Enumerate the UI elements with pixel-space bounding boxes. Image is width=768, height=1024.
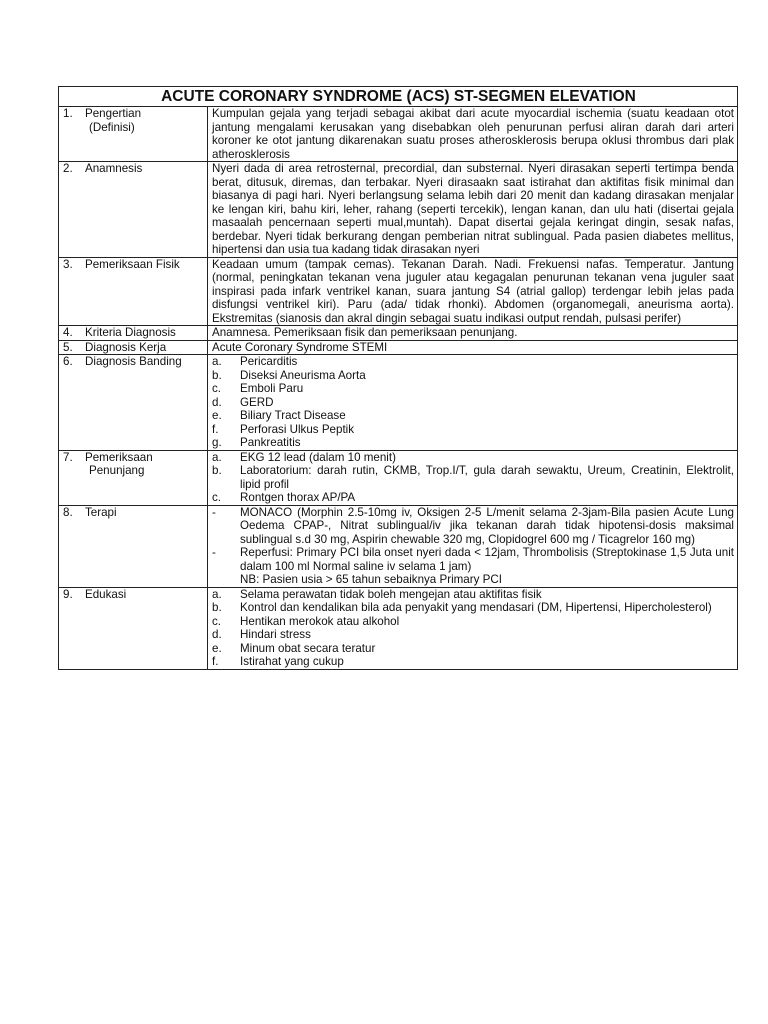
list-item	[212, 546, 734, 573]
list-item-text: Hindari stress	[240, 628, 311, 641]
row-label	[63, 107, 204, 134]
row-content-cell	[208, 326, 738, 341]
list-item-text: Laboratorium: darah rutin, CKMB, Trop.I/T, gula darah sewaktu, Ureum, Creatinin, Elektrolit, lipid profil	[240, 464, 734, 491]
row-content-cell	[208, 162, 738, 258]
list-marker: c.	[212, 382, 222, 395]
row-content-cell	[208, 587, 738, 669]
row-number: 9.	[63, 587, 73, 601]
row-content-text: Kumpulan gejala yang terjadi sebagai akibat dari acute myocardial ischemia (suatu keadaan otot jantung mengalami kerusakan yang disebabkan oleh penurunan perfusi aliran darah dari arteri koroner ke otot jantung dikarenakan suatu proses atherosklerosis berupa oklusi thrombus dari plak atherosklerosis	[212, 107, 734, 161]
row-content-text: Keadaan umum (tampak cemas). Tekanan Darah. Nadi. Frekuensi nafas. Temperatur. Jantung (normal, peningkatan tekanan vena juguler atau kegagalan penurunan tekanan vena juguler saat inspirasi pada infark ventrikel kanan, suara jantung S4 (atrial gallop) terdengar lebih jelas pada disfungsi ventrikel kiri). Paru (ada/ tidak rhonki). Abdomen (organomegali, aneurisma aorta). Ekstremitas (sianosis dan akral dingin sebagai suatu indikasi output rendah, pulsasi perifer)	[212, 257, 734, 325]
list-marker: -	[212, 505, 216, 519]
list-marker: a.	[212, 355, 222, 368]
list-item-text: GERD	[240, 395, 274, 409]
row-label-text	[85, 258, 204, 272]
row-list	[212, 451, 734, 505]
table-row	[59, 355, 738, 451]
list-marker: c.	[212, 614, 222, 628]
label-line: Edukasi	[85, 587, 127, 601]
list-marker: b.	[212, 464, 222, 477]
list-item-text: Perforasi Ulkus Peptik	[240, 422, 355, 436]
row-label	[63, 506, 204, 520]
list-item	[212, 369, 734, 383]
row-label-cell	[59, 107, 208, 162]
label-line: Terapi	[85, 505, 117, 519]
acs-stemi-table	[58, 86, 738, 670]
row-content-cell	[208, 340, 738, 355]
list-item	[212, 491, 734, 505]
list-item	[212, 382, 734, 396]
label-line: Pemeriksaan	[85, 450, 153, 464]
list-item-text: Istirahat yang cukup	[240, 655, 344, 668]
row-label-text	[85, 107, 204, 134]
list-marker: f.	[212, 422, 219, 436]
list-marker: e.	[212, 409, 222, 422]
row-label-text	[85, 355, 204, 369]
label-line: Kriteria Diagnosis	[85, 326, 176, 339]
row-list	[212, 588, 734, 669]
list-item	[212, 355, 734, 369]
row-content-text: Nyeri dada di area retrosternal, precordial, dan substernal. Nyeri dirasakan seperti tertimpa benda berat, ditusuk, diremas, dan terbakar. Nyeri dirasaakn saat istirahat dan aktifitas fisik minimal dan biasanya di pagi hari. Nyeri berlangsung selama lebih dari 20 menit dan kadang dirasakan menjalar ke lengan kiri, bahu kiri, leher, rahang (seperti tercekik), lengan kanan, dan ulu hati (disertai gejala masaalah pencernaan seperti mual,muntah). Dapat disertai gejala keringat dingin, sesak nafas, berdebar. Nyeri tidak berkurang dengan pemberian nitrat sublingual. Pada pasien diabetes mellitus, hipertensi dan usia tua kadang tidak dirasakan nyeri	[212, 162, 734, 256]
list-marker: c.	[212, 491, 222, 504]
list-item	[212, 628, 734, 642]
list-item-text: Minum obat secara teratur	[240, 641, 376, 655]
row-content-text: Acute Coronary Syndrome STEMI	[212, 340, 388, 354]
document-title: ACUTE CORONARY SYNDROME (ACS) ST-SEGMEN ELEVATION	[59, 87, 738, 107]
row-number: 3.	[63, 257, 73, 271]
label-line: Diagnosis Kerja	[85, 340, 167, 354]
row-label-text	[85, 326, 204, 340]
row-label	[63, 341, 204, 355]
list-item	[212, 423, 734, 437]
list-marker: d.	[212, 395, 222, 409]
list-item-text: NB: Pasien usia > 65 tahun sebaiknya Primary PCI	[240, 573, 502, 586]
list-item	[212, 601, 734, 615]
row-list	[212, 355, 734, 450]
list-marker: d.	[212, 628, 222, 641]
list-item	[212, 396, 734, 410]
row-content-cell	[208, 107, 738, 162]
label-line: Diagnosis Banding	[85, 355, 182, 368]
row-label	[63, 355, 204, 369]
table-row	[59, 505, 738, 587]
list-item	[212, 506, 734, 547]
row-content-cell	[208, 450, 738, 505]
row-label	[63, 588, 204, 602]
label-line: Pengertian	[85, 107, 142, 120]
row-label-text	[85, 162, 204, 176]
table-row	[59, 587, 738, 669]
row-label	[63, 258, 204, 272]
row-number: 5.	[63, 340, 73, 354]
list-item	[212, 436, 734, 450]
label-line: Anamnesis	[85, 162, 143, 175]
table-row	[59, 450, 738, 505]
list-marker: b.	[212, 601, 222, 614]
row-label-cell	[59, 162, 208, 258]
row-label	[63, 326, 204, 340]
list-marker: b.	[212, 368, 222, 382]
list-marker	[212, 573, 240, 587]
list-item-text: Rontgen thorax AP/PA	[240, 491, 356, 504]
list-item	[212, 655, 734, 669]
row-label	[63, 451, 204, 478]
list-item	[212, 573, 734, 587]
row-label-cell	[59, 355, 208, 451]
row-content-cell	[208, 257, 738, 326]
row-number: 8.	[63, 505, 73, 519]
table-row	[59, 107, 738, 162]
table-row	[59, 162, 738, 258]
list-item	[212, 642, 734, 656]
list-item-text: Selama perawatan tidak boleh mengejan atau aktifitas fisik	[240, 587, 542, 601]
title-row	[59, 87, 738, 107]
list-item-text: Emboli Paru	[240, 382, 304, 395]
row-number: 7.	[63, 450, 73, 464]
row-label-text	[85, 588, 204, 602]
row-number: 4.	[63, 326, 73, 339]
list-item	[212, 615, 734, 629]
row-content-cell	[208, 355, 738, 451]
row-label-cell	[59, 450, 208, 505]
list-item	[212, 588, 734, 602]
label-line: Pemeriksaan Fisik	[85, 257, 180, 271]
row-label-text	[85, 341, 204, 355]
row-label-cell	[59, 340, 208, 355]
label-line: Penunjang	[89, 464, 145, 477]
label-line: (Definisi)	[89, 120, 135, 134]
row-number: 1.	[63, 107, 73, 120]
row-list	[212, 506, 734, 587]
list-item-text: Biliary Tract Disease	[240, 409, 346, 422]
list-item-text: Hentikan merokok atau alkohol	[240, 614, 400, 628]
list-item-text: Kontrol dan kendalikan bila ada penyakit yang mendasari (DM, Hipertensi, Hipercholesterol)	[240, 601, 712, 614]
list-marker: a.	[212, 450, 222, 464]
list-marker: e.	[212, 641, 222, 655]
row-label-cell	[59, 505, 208, 587]
list-item-text: Reperfusi: Primary PCI bila onset nyeri dada < 12jam, Thrombolisis (Streptokinase 1,5 Juta unit dalam 100 ml Normal saline iv selama 1 jam)	[240, 546, 734, 573]
table-row	[59, 257, 738, 326]
row-label-text	[85, 451, 204, 478]
row-label-cell	[59, 326, 208, 341]
list-item-text: Pericarditis	[240, 355, 298, 368]
row-content-text: Anamnesa. Pemeriksaan fisik dan pemeriksaan penunjang.	[212, 326, 518, 339]
row-content-cell	[208, 505, 738, 587]
list-item-text: Pankreatitis	[240, 436, 301, 449]
row-label-text	[85, 506, 204, 520]
list-item	[212, 464, 734, 491]
row-label	[63, 162, 204, 176]
row-label-cell	[59, 257, 208, 326]
list-item-text: Diseksi Aneurisma Aorta	[240, 368, 366, 382]
list-item	[212, 451, 734, 465]
list-marker: f.	[212, 655, 219, 668]
table-row	[59, 340, 738, 355]
list-item-text: MONACO (Morphin 2.5-10mg iv, Oksigen 2-5 L/menit selama 2-3jam-Bila pasien Acute Lung Oedema CPAP-, Nitrat sublingual/iv jika tekanan darah tidak hipotensi-dosis maksimal sublingual s.d 30 mg, Aspirin chewable 320 mg, Clopidogrel 600 mg / Ticagrelor 160 mg)	[240, 505, 734, 546]
list-marker: g.	[212, 436, 222, 449]
row-number: 6.	[63, 355, 73, 368]
table-row	[59, 326, 738, 341]
list-marker: -	[212, 546, 216, 559]
row-number: 2.	[63, 162, 73, 175]
row-label-cell	[59, 587, 208, 669]
list-item	[212, 409, 734, 423]
list-item-text: EKG 12 lead (dalam 10 menit)	[240, 450, 396, 464]
list-marker: a.	[212, 587, 222, 601]
